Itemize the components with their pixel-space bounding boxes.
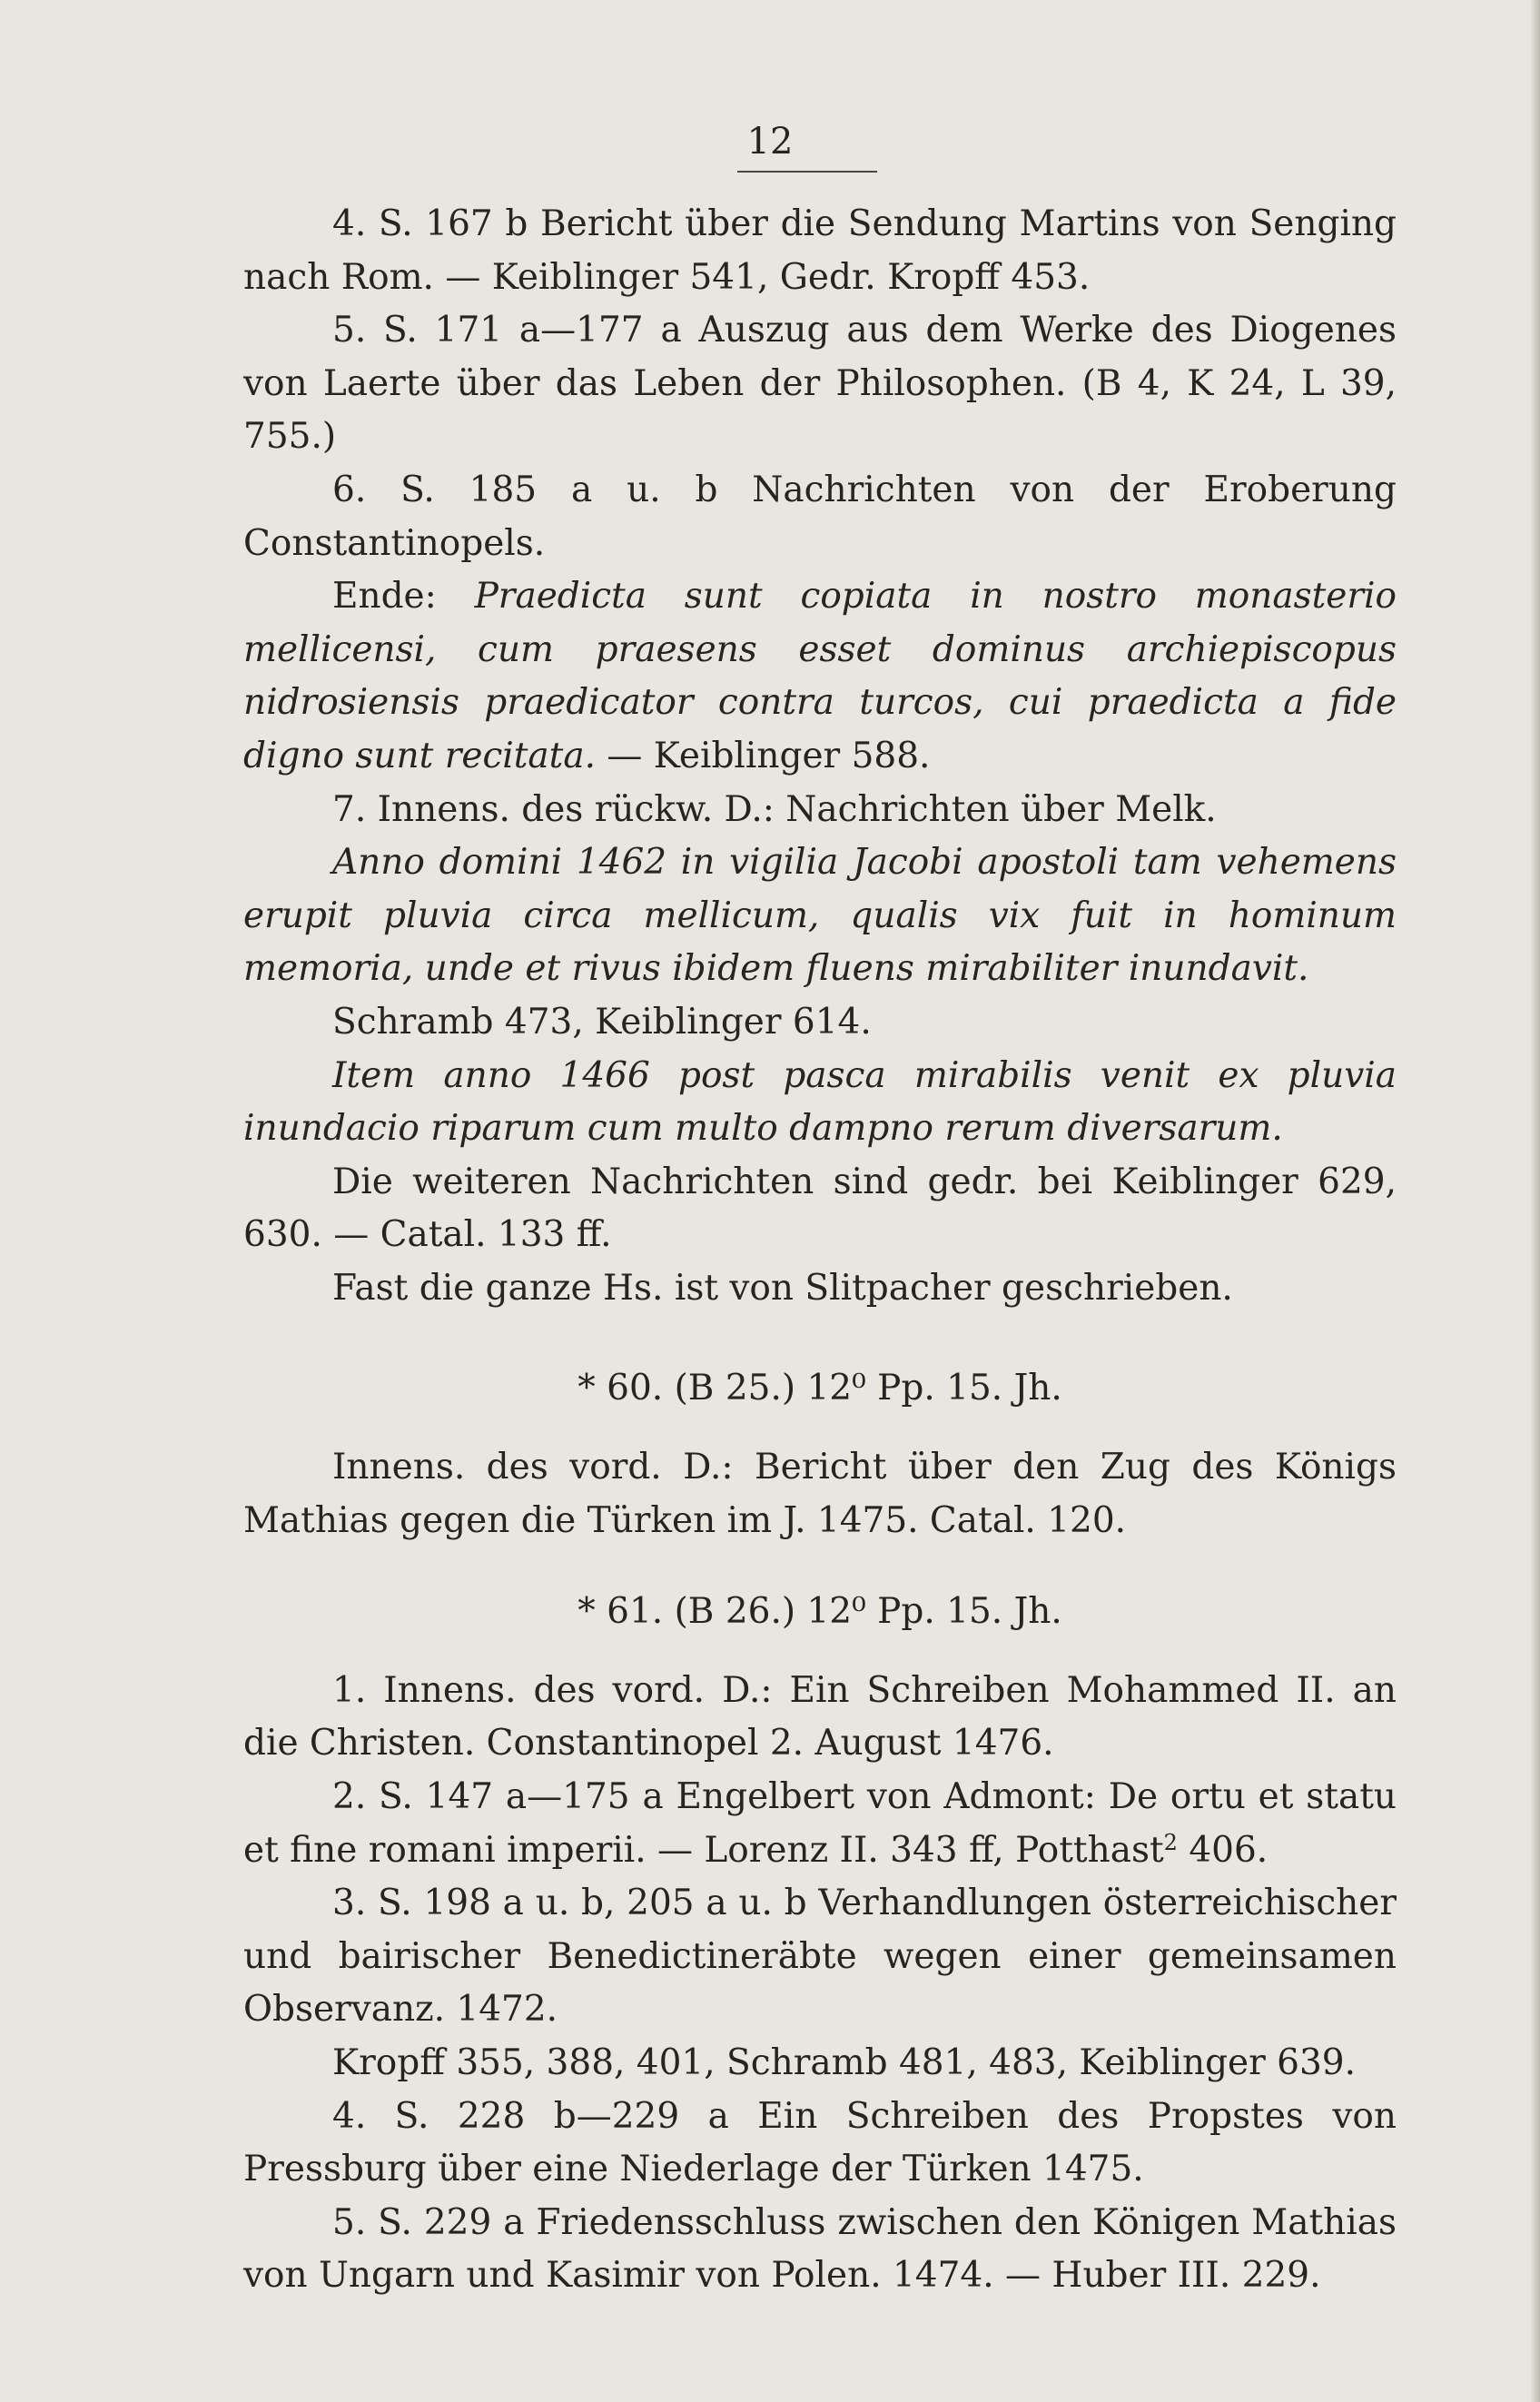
manuscript-heading-61: * 61. (B 26.) 12⁰ Pp. 15. Jh. <box>578 1591 1062 1633</box>
entry-item: 4. S. 228 b—229 a Ein Schreiben des Propstes von Pressburg über eine Niederlage der Türken 1475. <box>243 2095 1397 2190</box>
manuscript-heading-60: * 60. (B 25.) 12⁰ Pp. 15. Jh. <box>578 1368 1062 1409</box>
page-edge-shadow <box>1531 0 1540 2402</box>
entry-item: Die weiteren Nachrichten sind gedr. bei Keiblinger 629, 630. — Catal. 133 ff. <box>243 1161 1397 1256</box>
entry-item: 5. S. 229 a Friedensschluss zwischen den Königen Mathias von Ungarn und Kasimir von Polen. 1474. — Huber III. 229. <box>243 2201 1397 2297</box>
entry-item: 4. S. 167 b Bericht über die Sendung Martins von Senging nach Rom. — Keiblinger 541, Gedr. Kropff 453. <box>243 203 1397 298</box>
header-rule <box>737 171 877 173</box>
entry-item: 3. S. 198 a u. b, 205 a u. b Verhandlungen österreichischer und bairischer Benedictineräbte wegen einer gemeinsamen Observanz. 1472. <box>243 1883 1397 2031</box>
entry-item: Innens. des vord. D.: Bericht über den Zug des Königs Mathias gegen die Türken im J. 1475. Catal. 120. <box>243 1447 1397 1541</box>
entry-item: 6. S. 185 a u. b Nachrichten von der Eroberung Constantinopels. <box>243 469 1397 564</box>
entry-item: 1. Innens. des vord. D.: Ein Schreiben Mohammed II. an die Christen. Constantinopel 2. August 1476. <box>243 1669 1397 1764</box>
text-body <box>243 198 1397 2303</box>
reference-line: Schramb 473, Keiblinger 614. <box>332 1001 872 1043</box>
quotation-paragraph: Ende: Praedicta sunt copiata in nostro monasterio mellicensi, cum praesens esset dominus archiepiscopus nidrosiensis praedicator contra turcos, cui praedicta a fide digno sunt recitata. — Keiblinger 588. <box>243 576 1397 776</box>
superscript: 2 <box>1163 1829 1178 1855</box>
entry-item: 2. S. 147 a—175 a Engelbert von Admont: De ortu et statu et fine romani imperii. — Lorenz II. 343 ff, Potthast$^2$ 406. <box>243 1776 1397 1871</box>
latin-quote: Praedicta sunt copiata in nostro monasterio mellicensi, cum praesens esset dominus archiepiscopus nidrosiensis praedicator contra turcos, cui praedicta a fide digno sunt recitata. <box>243 576 1397 776</box>
latin-quote: Anno domini 1462 in vigilia Jacobi apostoli tam vehemens erupit pluvia circa mellicum, qualis vix fuit in hominum memoria, unde et rivus ibidem fluens mirabiliter inundavit. <box>243 842 1397 990</box>
entry-item: 5. S. 171 a—177 a Auszug aus dem Werke des Diogenes von Laerte über das Leben der Philosophen. (B 4, K 24, L 39, 755.) <box>243 310 1397 458</box>
reference-line: Kropff 355, 388, 401, Schramb 481, 483, Keiblinger 639. <box>332 2042 1357 2083</box>
latin-quote: Item anno 1466 post pasca mirabilis venit ex pluvia inundacio riparum cum multo dampno rerum diversarum. <box>243 1054 1397 1150</box>
page-number: 12 <box>746 121 794 163</box>
entry-item: Fast die ganze Hs. ist von Slitpacher geschrieben. <box>332 1267 1233 1309</box>
entry-item: 7. Innens. des rückw. D.: Nachrichten über Melk. <box>332 788 1217 830</box>
